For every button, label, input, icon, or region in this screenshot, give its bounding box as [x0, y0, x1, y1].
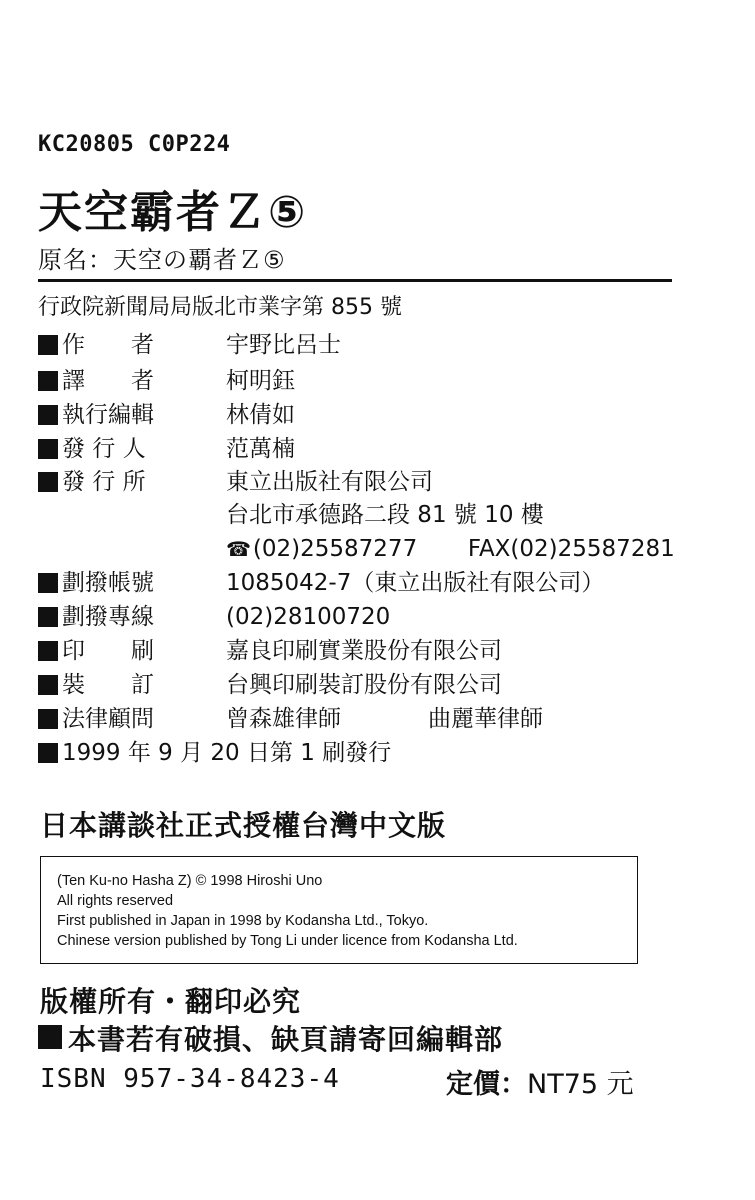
product-code: KC20805 C0P224 — [38, 132, 231, 157]
credit-value: (02)28100720 — [226, 604, 391, 630]
license-number: 行政院新聞局局版北市業字第 855 號 — [38, 295, 402, 320]
first-print-date — [38, 736, 678, 770]
credit-label: 發 行 所 — [62, 469, 146, 495]
publisher-contact — [226, 532, 675, 566]
copyright-line: First published in Japan in 1998 by Kodansha Ltd., Tokyo. — [57, 913, 429, 929]
credit-row-printer — [38, 634, 678, 668]
credit-row-editor — [38, 398, 678, 432]
bullet-square — [38, 743, 58, 763]
price-label: 定價： — [446, 1069, 527, 1100]
credit-value: 嘉良印刷實業股份有限公司 — [226, 638, 502, 664]
authorization-statement: 日本講談社正式授權台灣中文版 — [40, 809, 447, 842]
price — [446, 1062, 634, 1101]
copyright-line: All rights reserved — [57, 893, 174, 909]
credit-row-binder — [38, 668, 678, 702]
credit-row-author — [38, 328, 678, 362]
bullet-square — [38, 472, 58, 492]
phone-number: (02)25587277 — [252, 536, 418, 562]
copyright-line: (Ten Ku-no Hasha Z) © 1998 Hiroshi Uno — [57, 873, 323, 889]
credit-label: 作 者 — [62, 332, 154, 358]
header-divider — [38, 279, 672, 282]
credit-value: 林倩如 — [226, 402, 295, 428]
credit-label: 裝 訂 — [62, 672, 154, 698]
bullet-square — [38, 607, 58, 627]
bullet-square — [38, 573, 58, 593]
isbn-number: ISBN 957-34-8423-4 — [40, 1064, 340, 1094]
credit-row-publisher-person — [38, 432, 678, 466]
fax-number: FAX(02)25587281 — [467, 536, 675, 562]
bullet-square — [38, 675, 58, 695]
book-title: 天空霸者Ｚ⑤ — [38, 187, 308, 238]
credit-row-giro-line — [38, 600, 678, 634]
bullet-square — [38, 405, 58, 425]
credit-row-publisher — [38, 465, 678, 499]
credit-value: 1085042-7（東立出版社有限公司） — [226, 570, 605, 596]
credit-value: 柯明鈺 — [226, 368, 295, 394]
bullet-square — [38, 371, 58, 391]
credit-label: 發 行 人 — [62, 436, 146, 462]
credit-label: 譯 者 — [62, 368, 154, 394]
first-print-text: 1999 年 9 月 20 日第 1 刷發行 — [62, 740, 392, 766]
rights-notice: 版權所有・翻印必究 — [40, 985, 302, 1018]
price-value: NT75 元 — [527, 1069, 634, 1100]
credit-label: 劃撥專線 — [62, 604, 154, 630]
credit-row-giro-account — [38, 566, 678, 600]
copyright-box — [40, 856, 638, 964]
credit-value: 宇野比呂士 — [226, 332, 341, 358]
original-title: 原名：天空の覇者Ｚ⑤ — [38, 246, 286, 274]
telephone-icon: ☎ — [226, 537, 251, 561]
damage-notice: 本書若有破損、缺頁請寄回編輯部 — [68, 1023, 504, 1056]
credit-label: 執行編輯 — [62, 402, 154, 428]
bullet-square — [38, 709, 58, 729]
publisher-address: 台北市承德路二段 81 號 10 樓 — [226, 502, 544, 528]
credit-value: 東立出版社有限公司 — [226, 469, 433, 495]
bullet-square — [38, 335, 58, 355]
credit-label: 劃撥帳號 — [62, 570, 154, 596]
credit-value-second: 曲麗華律師 — [428, 706, 543, 732]
credit-label: 印 刷 — [62, 638, 154, 664]
bullet-square — [38, 439, 58, 459]
copyright-line: Chinese version published by Tong Li under licence from Kodansha Ltd. — [57, 933, 518, 949]
credit-value: 范萬楠 — [226, 436, 295, 462]
credit-value: 曾森雄律師 — [226, 706, 341, 732]
credit-label: 法律顧問 — [62, 706, 154, 732]
credit-row-translator — [38, 364, 678, 398]
bullet-square — [38, 641, 58, 661]
credit-row-legal — [38, 702, 678, 736]
credit-value: 台興印刷裝訂股份有限公司 — [226, 672, 502, 698]
bullet-square — [38, 1025, 62, 1049]
